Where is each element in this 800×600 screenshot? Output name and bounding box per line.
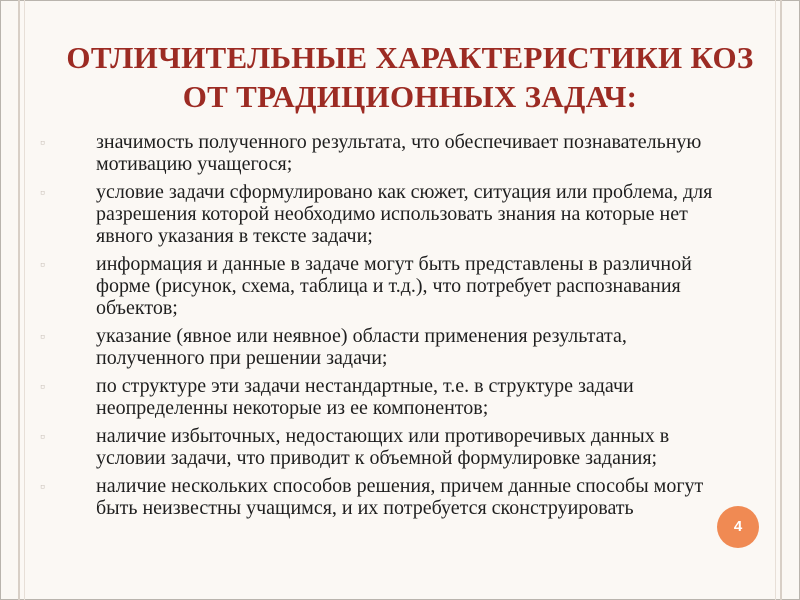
list-item xyxy=(40,325,720,369)
left-frame-line-inner xyxy=(24,0,25,600)
bullet-list xyxy=(40,131,720,525)
slide-title: ОТЛИЧИТЕЛЬНЫЕ ХАРАКТЕРИСТИКИ КОЗ ОТ ТРАДИЦИОННЫХ ЗАДАЧ: xyxy=(66,40,754,114)
list-item xyxy=(40,375,720,419)
list-item-text: по структуре эти задачи нестандартные, т.е. в структуре задачи неопределенны некоторые из ее компонентов; xyxy=(96,375,634,419)
square-bullet-icon: ▫ xyxy=(40,258,45,273)
list-item xyxy=(40,181,720,247)
list-item-text: указание (явное или неявное) области применения результата, полученного при решении задачи; xyxy=(96,325,627,369)
list-item xyxy=(40,425,720,469)
list-item-text: условие задачи сформулировано как сюжет, ситуация или проблема, для разрешения которой необходимо использовать знания на которые нет явного указания в тексте задачи; xyxy=(96,181,713,247)
square-bullet-icon: ▫ xyxy=(40,430,45,445)
list-item-text: наличие избыточных, недостающих или противоречивых данных в условии задачи, что приводит к объемной формулировке задания; xyxy=(96,425,670,469)
list-item xyxy=(40,253,720,319)
square-bullet-icon: ▫ xyxy=(40,380,45,395)
list-item-text: наличие нескольких способов решения, причем данные способы могут быть неизвестны учащимся, и их потребуется сконструировать xyxy=(96,475,704,519)
list-item xyxy=(40,475,720,519)
square-bullet-icon: ▫ xyxy=(40,136,45,151)
square-bullet-icon: ▫ xyxy=(40,330,45,345)
left-frame-line xyxy=(18,0,20,600)
list-item xyxy=(40,131,720,175)
square-bullet-icon: ▫ xyxy=(40,186,45,201)
square-bullet-icon: ▫ xyxy=(40,480,45,495)
right-frame-line xyxy=(780,0,782,600)
list-item-text: значимость полученного результата, что обеспечивает познавательную мотивацию учащегося; xyxy=(96,131,702,175)
list-item-text: информация и данные в задаче могут быть представлены в различной форме (рисунок, схема, таблица и т.д.), что потребует распознавания объектов; xyxy=(96,253,692,319)
page-number-badge: 4 xyxy=(717,506,759,548)
